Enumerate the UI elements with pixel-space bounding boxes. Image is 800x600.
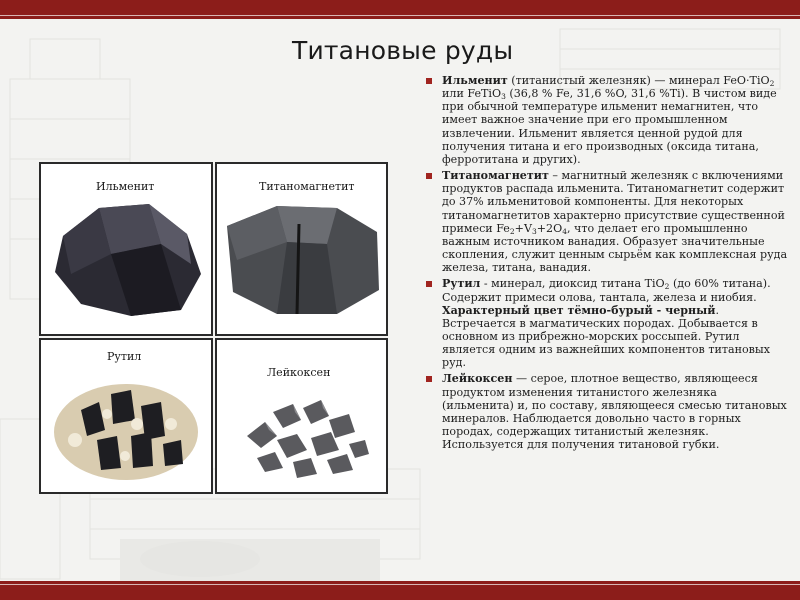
text-segment: , что делает его промышленно важным источником ванадия. Образует значительные скопления, служит ценным сырьём как комплексная руда железа, титана, ванадия. xyxy=(442,221,788,275)
text-segment: (до 60% титана). Содержит примеси олова, тантала, железа и ниобия. xyxy=(442,277,771,304)
text-segment: — серое, плотное вещество, являющееся продуктом изменения титанистого железняка (ильменита) и, по составу, являющееся смесью титановых минералов. Наблюдается довольно часто в горных породах, содержащих титанистый железняк. Используется для получения титановой губки. xyxy=(442,372,787,452)
bullet-square-icon xyxy=(426,281,432,287)
text-segment: +V xyxy=(514,221,532,235)
text-segment: +2O xyxy=(536,221,563,235)
image-panel-ilmenite xyxy=(39,162,213,336)
subscript: 2 xyxy=(769,79,775,88)
bullet-square-icon xyxy=(426,376,432,382)
term-titanomagnetite: Титаномагнетит xyxy=(442,169,549,183)
paragraph-leucoxene xyxy=(426,372,792,451)
titanomagnetite-rock-photo-icon xyxy=(217,164,386,334)
paragraph-rutile xyxy=(426,277,792,369)
term-leucoxene: Лейкоксен xyxy=(442,372,513,386)
subscript: 2 xyxy=(509,226,515,236)
image-panel-leucoxene xyxy=(215,338,388,494)
image-label-leucoxene: Лейкоксен xyxy=(267,366,331,379)
slide-title: Титановые руды xyxy=(292,36,514,65)
image-label-rutile: Рутил xyxy=(107,350,142,363)
bottom-accent-bar xyxy=(0,581,800,600)
paragraph-ilmenite xyxy=(426,74,792,166)
paragraph-titanomagnetite xyxy=(426,169,792,274)
text-segment: (титанистый железняк) — минерал FeO·TiO xyxy=(507,74,770,87)
text-segment: - минерал, диоксид титана TiO xyxy=(480,277,665,291)
image-panel-titanomagnetite xyxy=(215,162,388,336)
subscript: 2 xyxy=(664,282,670,292)
subscript: 4 xyxy=(562,226,567,236)
rutile-crystal-photo-icon xyxy=(41,340,211,492)
bold-segment: Характерный цвет тёмно-бурый - черный xyxy=(442,303,716,317)
image-label-titanomagnetite: Титаномагнетит xyxy=(259,180,355,193)
bullet-square-icon xyxy=(426,173,432,179)
ilmenite-rock-photo-icon xyxy=(41,164,211,334)
subscript: 3 xyxy=(501,92,506,102)
subscript: 3 xyxy=(531,226,537,236)
image-panel-rutile xyxy=(39,338,213,494)
term-rutile: Рутил xyxy=(442,277,481,291)
bullet-square-icon xyxy=(426,78,432,84)
text-segment: . Встречается в магматических породах. Добывается в основном из прибрежно-морских россыпей. Рутил является одним из важнейших компонентов титановых руд. xyxy=(442,303,771,370)
text-segment: или FeTiO xyxy=(442,87,502,101)
top-accent-bar xyxy=(0,0,800,19)
image-label-ilmenite: Ильменит xyxy=(96,180,155,193)
term-ilmenite: Ильменит xyxy=(442,74,508,87)
leucoxene-fragments-photo-icon xyxy=(217,340,386,492)
text-column xyxy=(426,74,792,454)
text-segment: – магнитный железняк с включениями продуктов распада ильменита. Титаномагнетит содержит до 37% ильменитовой компоненты. Для некоторых титаномагнетитов характерно присутствие существенной примеси Fe xyxy=(442,169,785,235)
text-segment: (36,8 % Fe, 31,6 %O, 31,6 %Ti). В чистом виде при обычной температуре ильменит немагнитен, что имеет важное значение при его промышленном извлечении. Ильменит является ценной рудой для получения титана и его производных (оксида титана, ферротитана и других). xyxy=(442,87,777,166)
